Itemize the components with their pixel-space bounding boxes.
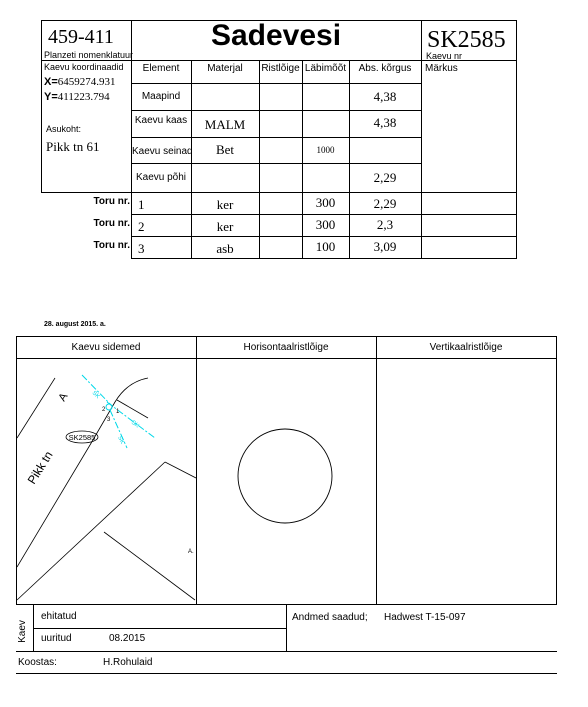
building-edge <box>17 462 165 600</box>
row-material: Bet <box>215 142 235 157</box>
nomenclature-code: 459-411 <box>48 26 114 48</box>
row-material: MALM <box>204 117 246 132</box>
well-node <box>106 404 112 410</box>
date-line: 28. august 2015. a. <box>44 321 106 328</box>
street-edge <box>17 445 90 567</box>
coordinate-y: Y=411223.794 <box>44 91 110 103</box>
building-edge <box>104 532 195 600</box>
location-label: Asukoht: <box>46 124 82 134</box>
section-horizontal-title: Horisontaalristlõige <box>243 342 329 353</box>
site-map <box>17 359 196 604</box>
pipe-number: 2 <box>138 219 145 234</box>
well-side-label: Kaev <box>16 620 28 643</box>
pipe-label: Toru nr. <box>93 218 130 229</box>
pipe-abs-height: 3,09 <box>373 239 397 254</box>
pipe-tag: SK <box>90 390 101 401</box>
pipe-number-label: 1 <box>116 409 120 415</box>
author-value: H.Rohulaid <box>103 657 153 668</box>
row-diameter: 1000 <box>316 145 335 155</box>
pipe-abs-height: 2,3 <box>376 217 394 232</box>
built-label: ehitatud <box>41 611 77 622</box>
pipe-number: 3 <box>138 241 145 256</box>
pipe-diameter: 300 <box>315 217 336 232</box>
surveyed-label: uuritud <box>41 633 72 644</box>
label-a: A <box>56 391 71 404</box>
surveyed-date: 08.2015 <box>109 633 146 644</box>
nomenclature-label: Planzeti nomenklatuur <box>44 50 134 60</box>
page-title: Sadevesi <box>210 19 342 52</box>
street-edge <box>117 400 148 418</box>
pipe-tag: SK <box>129 419 140 430</box>
row-abs-height: 2,29 <box>373 170 397 185</box>
col-diameter: Läbimõõt <box>304 63 347 74</box>
street-edge <box>17 378 55 438</box>
row-element: Maapind <box>141 91 181 102</box>
pipe-tag: SK <box>116 435 125 446</box>
building-edge <box>165 462 196 478</box>
col-material: Materjal <box>207 63 243 74</box>
row-abs-height: 4,38 <box>373 89 397 104</box>
coordinates-label: Kaevu koordinaadid <box>44 62 124 72</box>
pipe-line <box>82 375 112 406</box>
pipe-number-label: 2 <box>102 407 106 413</box>
pipe-material: ker <box>216 219 234 234</box>
street-label: Pikk tn <box>24 448 56 487</box>
row-element: Kaevu põhi <box>135 172 187 183</box>
well-label: SK2585 <box>68 433 96 442</box>
well-cross-section-circle <box>238 429 332 523</box>
author-label: Koostas: <box>18 657 57 668</box>
pipe-number-label: 3 <box>107 417 111 423</box>
section-connections-title: Kaevu sidemed <box>71 342 141 353</box>
section-vertical-title: Vertikaalristlõige <box>429 342 503 353</box>
pipe-material: asb <box>216 241 234 256</box>
pipe-material: ker <box>216 197 234 212</box>
data-from-label: Andmed saadud; <box>292 612 368 623</box>
horizontal-section-drawing <box>228 428 342 524</box>
pipe-diameter: 100 <box>315 239 336 254</box>
pipe-label: Toru nr. <box>93 196 130 207</box>
well-number-label: Kaevu nr <box>426 51 463 61</box>
pipe-abs-height: 2,29 <box>373 196 397 211</box>
col-abs-height: Abs. kõrgus <box>358 63 412 74</box>
row-abs-height: 4,38 <box>373 115 397 130</box>
data-from-value: Hadwest T-15-097 <box>384 612 466 623</box>
pipe-diameter: 300 <box>315 195 336 210</box>
row-element: Kaevu kaas <box>134 115 188 126</box>
col-remarks: Märkus <box>425 63 458 74</box>
well-number: SK2585 <box>427 27 506 53</box>
pipe-label: Toru nr. <box>93 240 130 251</box>
row-element: Kaevu seinad <box>132 146 193 157</box>
location-value: Pikk tn 61 <box>46 139 100 154</box>
col-cross-section: Ristlõige <box>261 63 300 74</box>
coordinate-x: X=6459274.931 <box>44 76 116 88</box>
pipe-number: 1 <box>138 197 145 212</box>
label-a-small: A. <box>188 549 194 555</box>
col-element: Element <box>142 63 180 74</box>
